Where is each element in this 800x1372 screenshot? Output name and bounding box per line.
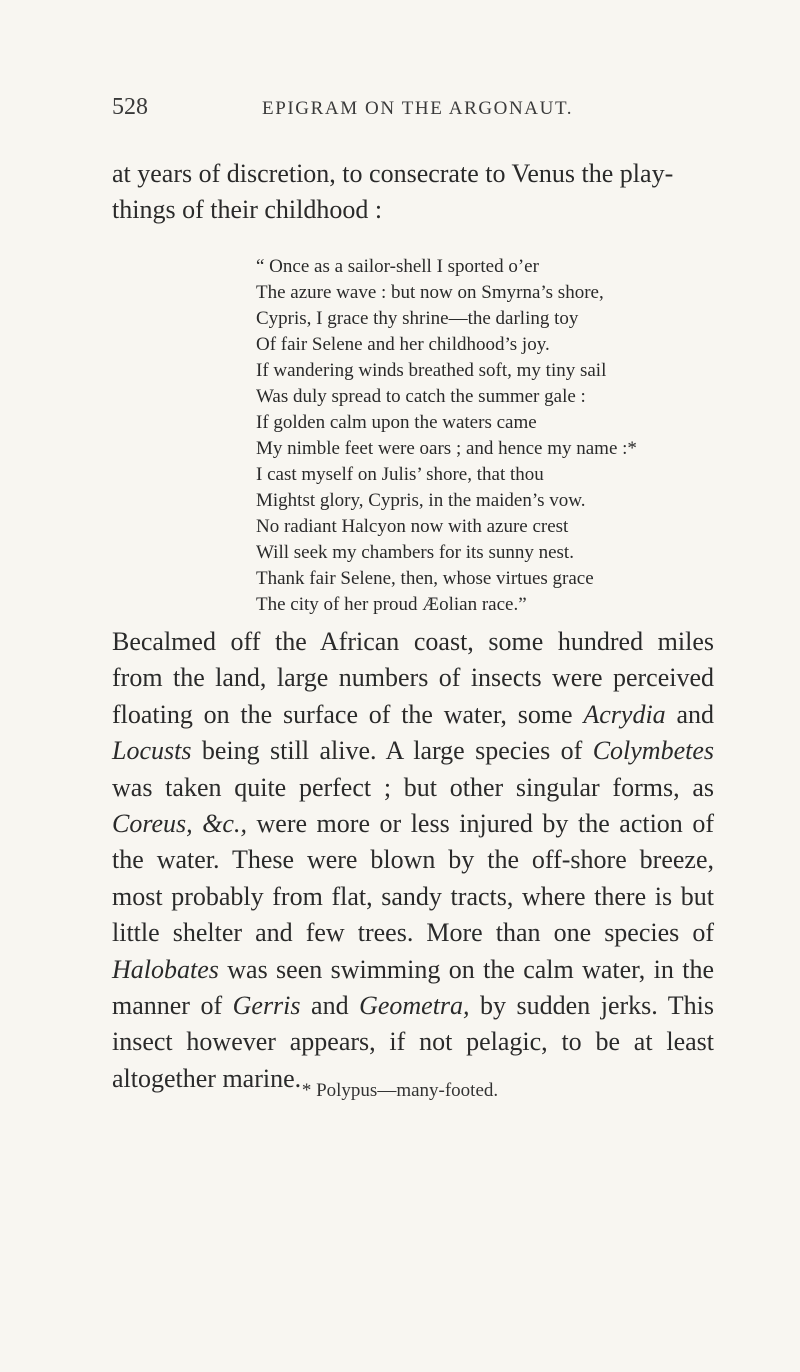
main-paragraph	[112, 624, 714, 1097]
taxon-acrydia: Acrydia	[583, 699, 666, 729]
poem-line: Thank fair Selene, then, whose virtues grace	[256, 568, 594, 589]
poem-line: Was duly spread to catch the summer gale :	[256, 386, 586, 407]
paragraph-text: by sudden jerks. This insect however appears, if not pelagic, to be at least altogether marine.	[112, 991, 715, 1093]
page-number: 528	[112, 94, 148, 120]
poem-line: The azure wave : but now on Smyrna’s shore,	[256, 282, 604, 303]
intro-text: at years of discretion, to consecrate to Venus the play-things of their childhood :	[112, 159, 674, 224]
poem-line: Mightst glory, Cypris, in the maiden’s vow.	[256, 490, 586, 511]
poem-line: The city of her proud Æolian race.”	[256, 594, 527, 615]
epigram-poem	[256, 254, 716, 618]
paragraph-text: Becalmed off the African coast, some hundred miles from the land, large numbers of insects were perceived floating on the surface of the water, some	[112, 627, 714, 729]
paragraph-text: was taken quite perfect ; but other singular forms, as	[112, 772, 714, 802]
paragraph-text: being still alive. A large species of	[191, 736, 593, 766]
taxon-colymbetes: Colymbetes	[592, 736, 714, 766]
taxon-halobates: Halobates	[112, 954, 219, 984]
poem-line: No radiant Halcyon now with azure crest	[256, 516, 569, 537]
poem-line: Of fair Selene and her childhood’s joy.	[256, 334, 550, 355]
taxon-coreus: Coreus, &c.,	[112, 809, 247, 839]
poem-line: Will seek my chambers for its sunny nest.	[256, 542, 574, 563]
running-title: EPIGRAM ON THE ARGONAUT.	[262, 98, 574, 119]
taxon-gerris: Gerris	[232, 991, 301, 1021]
poem-line: If wandering winds breathed soft, my tiny sail	[256, 360, 607, 381]
poem-line: If golden calm upon the waters came	[256, 412, 537, 433]
paragraph-text: and	[665, 699, 714, 729]
paragraph-text: were more or less injured by the action of the water. These were blown by the off-shore breeze, most probably from flat, sandy tracts, where there is but little shelter and few trees. More than one species of	[112, 809, 714, 948]
poem-line: Cypris, I grace thy shrine—the darling toy	[256, 308, 579, 329]
footnote: * Polypus—many-footed.	[301, 1080, 499, 1101]
taxon-geometra: Geometra,	[359, 991, 470, 1021]
poem-line: I cast myself on Julis’ shore, that thou	[256, 464, 544, 485]
paragraph-text: was seen swimming on the calm water, in the manner of	[112, 954, 714, 1021]
taxon-locusts: Locusts	[112, 736, 192, 766]
paragraph-text: and	[300, 991, 360, 1021]
poem-line: “ Once as a sailor-shell I sported o’er	[256, 256, 539, 277]
poem-line: My nimble feet were oars ; and hence my name :*	[256, 438, 637, 459]
